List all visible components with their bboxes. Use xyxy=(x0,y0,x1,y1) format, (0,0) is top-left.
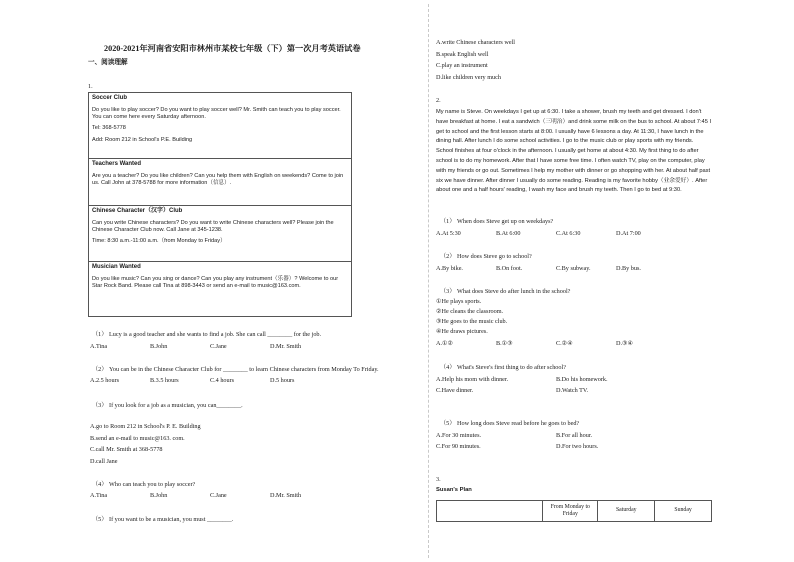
left-column xyxy=(88,0,422,562)
option-a[interactable]: A.Tina xyxy=(90,343,108,350)
question-3: （3） What does Steve do after lunch in the school? xyxy=(440,288,571,295)
option-c[interactable]: C.4 hours xyxy=(210,377,235,384)
table-header-cell: From Monday to Friday xyxy=(543,501,598,522)
ad-text: Do you like music? Can you sing or dance? Can you play any instrument（乐器）? Welcome to our Star Rock Band. Please call Tina at 898-3443 or send an e-mail to music@163.com. xyxy=(92,275,339,289)
question-4: （4） Who can teach you to play soccer? xyxy=(92,481,196,488)
ad-text: Do you like to play soccer? Do you want to play soccer well? Mr. Smith can teach you to play soccer. You can come here every Saturday afternoon. xyxy=(92,106,341,120)
option-a[interactable]: A.Help his mom with dinner. xyxy=(436,376,509,383)
option-b[interactable]: B.3.5 hours xyxy=(150,377,179,384)
option-b[interactable]: B.John xyxy=(150,343,168,350)
option-c[interactable]: C.For 90 minutes. xyxy=(436,443,481,450)
option-a[interactable]: A.At 5:30 xyxy=(436,230,461,237)
option-d[interactable]: D.By bus. xyxy=(616,265,641,272)
option-b[interactable]: B.For all hour. xyxy=(556,432,593,439)
ad-heading: Chinese Character（汉字）Club xyxy=(92,208,183,214)
ad-chinese-character-club xyxy=(89,206,351,262)
question-1: （1） When does Steve get up on weekdays? xyxy=(440,218,554,225)
right-column xyxy=(436,0,712,562)
option-b[interactable]: B.John xyxy=(150,492,168,499)
option-c[interactable]: C.play an instrument xyxy=(436,62,488,69)
option-a[interactable]: A.2.5 hours xyxy=(90,377,120,384)
option-d[interactable]: D.At 7:00 xyxy=(616,230,641,237)
ad-text: Are you a teacher? Do you like children? Can you help them with English on weekends? Come to join us. Call John at 378-5788 for more information（信息）. xyxy=(92,172,344,186)
passage-number: 1. xyxy=(88,83,93,90)
ad-text: Tel: 368-5778 xyxy=(92,125,126,132)
statement: ①He plays sports. xyxy=(436,298,482,305)
option-c[interactable]: C.At 6:30 xyxy=(556,230,581,237)
ad-text: Time: 8:30 a.m.-11:00 a.m.（from Monday to Friday） xyxy=(92,238,226,245)
ad-heading: Soccer Club xyxy=(92,95,128,101)
option-d[interactable]: D.Mr. Smith xyxy=(270,492,302,499)
option-b[interactable]: B.Do his homework. xyxy=(556,376,608,383)
question-3: （3） If you look for a job as a musician, you can________. xyxy=(92,402,243,409)
option-a[interactable]: A.For 30 minutes. xyxy=(436,432,482,439)
question-2: （2） You can be in the Chinese Character Club for ________ to learn Chinese characters from Monday To Friday. xyxy=(92,366,379,373)
page-title: 2020-2021年河南省安阳市林州市某校七年级（下）第一次月考英语试卷 xyxy=(104,44,361,53)
plan-table xyxy=(436,500,712,522)
question-4: （4） What's Steve's first thing to do after school? xyxy=(440,364,566,371)
option-a[interactable]: A.Tina xyxy=(90,492,108,499)
option-a[interactable]: A.write Chinese characters well xyxy=(436,39,516,46)
question-5: （5） How long does Steve read before he goes to bed? xyxy=(440,420,580,427)
ads-box xyxy=(88,92,352,317)
option-c[interactable]: C.Jane xyxy=(210,492,227,499)
option-c[interactable]: C.call Mr. Smith at 368-5778 xyxy=(90,446,163,453)
option-b[interactable]: B.speak English well xyxy=(436,51,489,58)
plan-heading: Susan's Plan xyxy=(436,487,472,493)
ad-teachers-wanted xyxy=(89,159,351,206)
passage-number: 3. xyxy=(436,476,441,483)
ad-musician-wanted xyxy=(89,262,351,316)
statement: ③He goes to the music club. xyxy=(436,318,508,325)
option-d[interactable]: D.③④ xyxy=(616,340,634,347)
option-c[interactable]: C.Have dinner. xyxy=(436,387,474,394)
option-d[interactable]: D.5 hours xyxy=(270,377,295,384)
passage-number: 2. xyxy=(436,97,441,104)
ad-soccer-club xyxy=(89,93,351,159)
option-c[interactable]: C.Jane xyxy=(210,343,227,350)
table-header-cell xyxy=(437,501,543,522)
question-5: （5） If you want to be a musician, you must ________. xyxy=(92,516,234,523)
statement: ②He cleans the classroom. xyxy=(436,308,504,315)
section-heading: 一、阅读理解 xyxy=(88,59,128,66)
option-a[interactable]: A.①② xyxy=(436,340,454,347)
option-b[interactable]: B.send an e-mail to music@163. com. xyxy=(90,435,185,442)
table-header-cell: Sunday xyxy=(655,501,712,522)
option-c[interactable]: C.②④ xyxy=(556,340,573,347)
option-a[interactable]: A.go to Room 212 in School's P. E. Building xyxy=(90,423,201,430)
ad-text: Can you write Chinese characters? Do you want to write Chinese characters well? Please join the Chinese Character Club now. Call Jane at 345-1238. xyxy=(92,219,334,233)
ad-heading: Teachers Wanted xyxy=(92,161,142,167)
table-header-cell: Saturday xyxy=(598,501,655,522)
option-d[interactable]: D.Mr. Smith xyxy=(270,343,302,350)
option-d[interactable]: D.call Jane xyxy=(90,458,118,465)
option-d[interactable]: D.like children very much xyxy=(436,74,501,81)
option-a[interactable]: A.By bike. xyxy=(436,265,463,272)
table-row xyxy=(437,501,712,522)
option-b[interactable]: B.On foot. xyxy=(496,265,523,272)
statement: ④He draws pictures. xyxy=(436,328,488,335)
option-d[interactable]: D.For two hours. xyxy=(556,443,599,450)
option-b[interactable]: B.①③ xyxy=(496,340,513,347)
ad-text: Add: Room 212 in School's P.E. Building xyxy=(92,136,193,143)
ad-heading: Musician Wanted xyxy=(92,264,141,270)
option-d[interactable]: D.Watch TV. xyxy=(556,387,589,394)
question-1: （1） Lucy is a good teacher and she wants to find a job. She can call ________ for the job. xyxy=(92,331,322,338)
option-c[interactable]: C.By subway. xyxy=(556,265,591,272)
passage-text: My name is Steve. On weekdays I get up at 6:30. I take a shower, brush my teeth and get dressed. I don't have breakfast at home. I eat a sandwich（三明治）and drink some milk on the bus to school. At about 7:45 I get to school and the first lesson starts at 8:00. I usually have 6 lessons a day. At 11:30, I have lunch in the dining hall. After lunch I do some school activities. I go to the music club or play sports with my friends. School finishes at four o'clock in the afternoon. I usually get home at about 4:30. My first thing to do after school is to do my homework. After that I have some free time. I often watch TV, play on the computer, play with my friends or go out. Sometimes I help my mother with dinner or go shopping with her. At about half past six we have dinner. After dinner I usually do some reading. Reading is my favorite hobby（业余爱好）. After about one and a half hours' reading, I wash my face and brush my teeth. Then I go to bed at 9:30. xyxy=(436,109,712,194)
question-2: （2） How does Steve go to school? xyxy=(440,253,532,260)
option-b[interactable]: B.At 6:00 xyxy=(496,230,521,237)
column-separator xyxy=(428,4,429,558)
